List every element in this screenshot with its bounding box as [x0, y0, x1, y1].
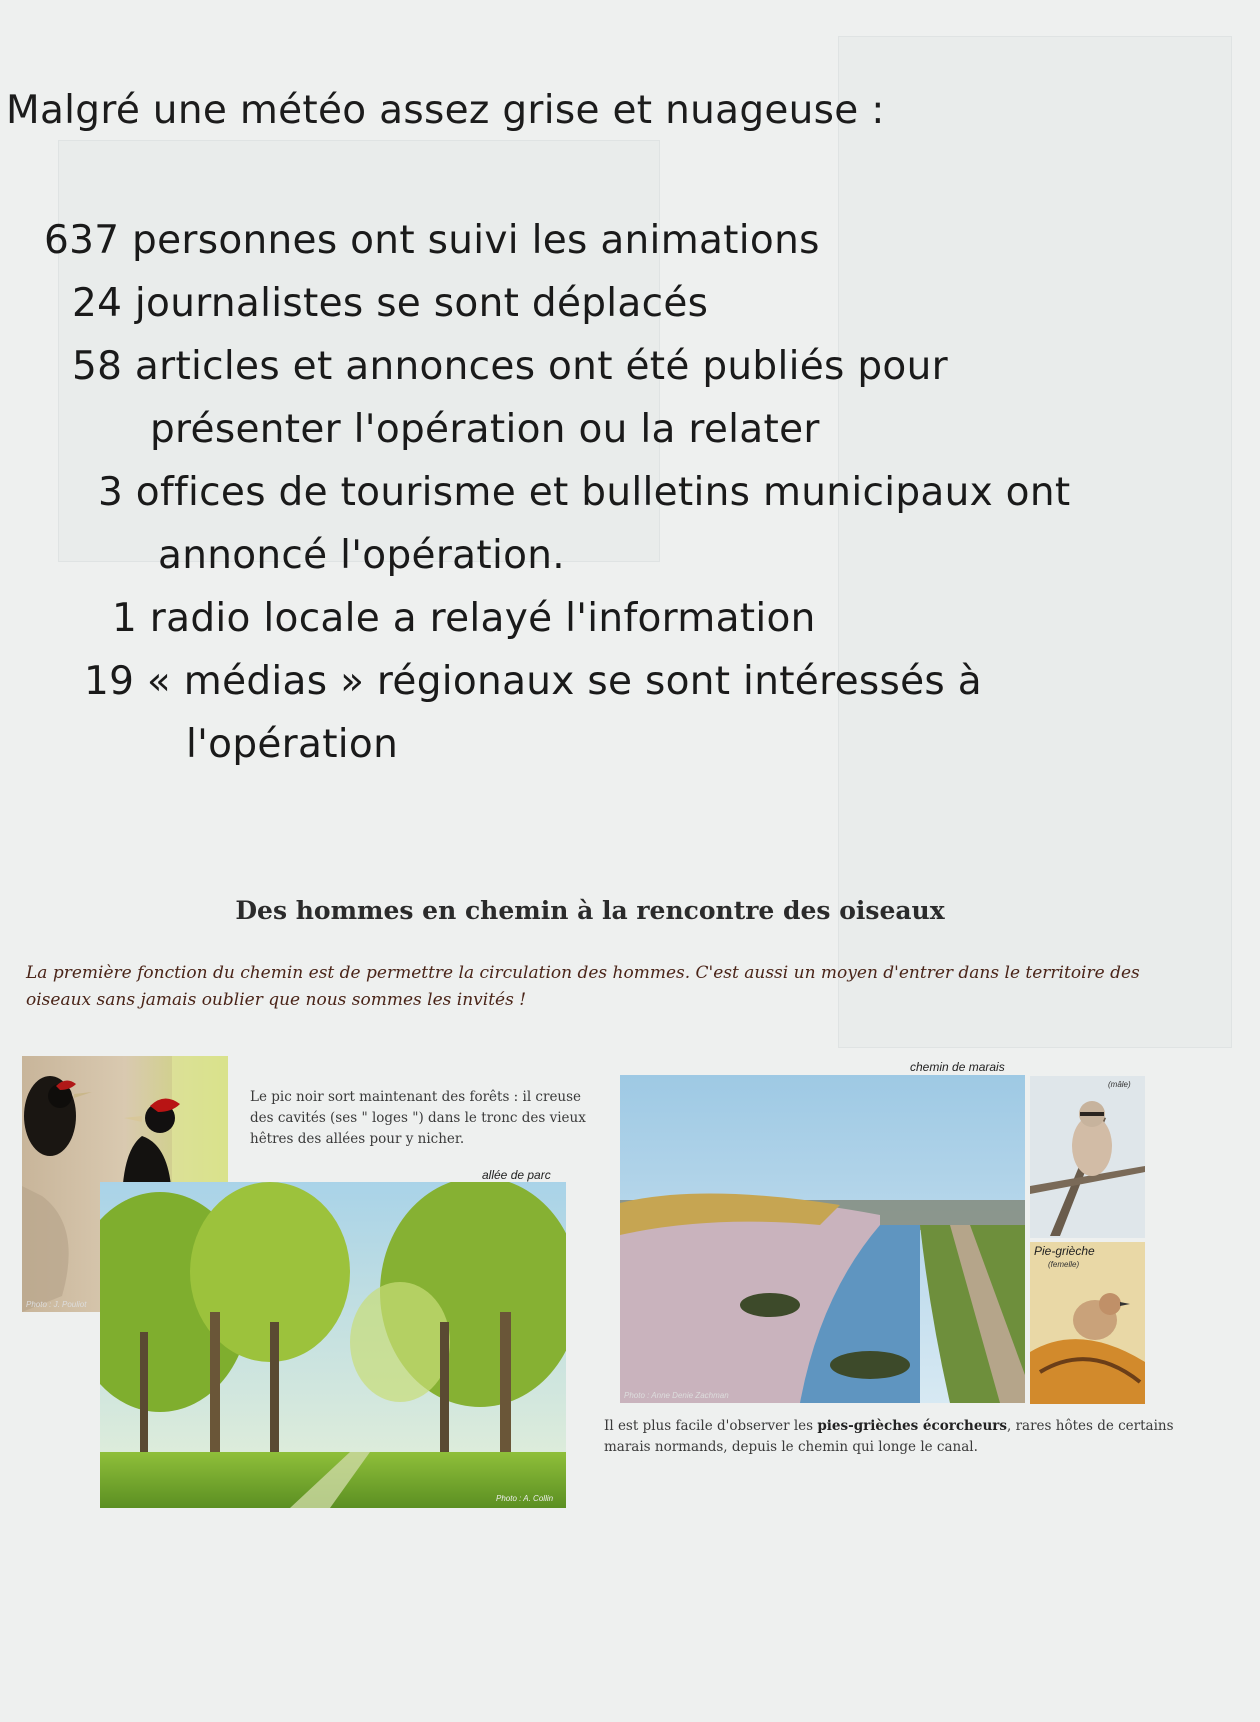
stat-journalists: 24 journalistes se sont déplacés: [72, 281, 709, 326]
stat-articles-cont: présenter l'opération ou la relater: [150, 407, 820, 452]
label-allee-de-parc: allée de parc: [482, 1168, 551, 1182]
credit-shrike-male: (mâle): [1108, 1080, 1131, 1089]
woodpecker-caption: [250, 1087, 590, 1150]
headline: Malgré une météo assez grise et nuageuse :: [6, 88, 885, 133]
marsh-caption: [604, 1416, 1174, 1458]
shrike-female-photo: [1030, 1242, 1145, 1404]
woodpecker-caption-text: Le pic noir sort maintenant des forêts : il creuse des cavités (ses " loges ") dans le tronc des vieux hêtres des allées pour y nicher.: [250, 1089, 586, 1147]
marsh-caption-part2: , rares hôtes de certains marais normands, depuis le chemin qui longe le canal.: [604, 1418, 1174, 1455]
credit-woodpecker: Photo : J. Pouliot: [26, 1300, 87, 1309]
stat-articles: 58 articles et annonces ont été publiés pour: [72, 344, 948, 389]
marsh-caption-bold: pies-grièches écorcheurs: [817, 1418, 1007, 1434]
credit-shrike-female: (femelle): [1048, 1260, 1080, 1269]
article-title: Des hommes en chemin à la rencontre des oiseaux: [235, 896, 945, 925]
shrike-male-photo: [1030, 1076, 1145, 1238]
stat-visitors: 637 personnes ont suivi les animations: [44, 218, 820, 263]
marsh-caption-part1: Il est plus facile d'observer les: [604, 1418, 818, 1434]
label-chemin-de-marais: chemin de marais: [910, 1060, 1005, 1074]
stat-media: 19 « médias » régionaux se sont intéressés à: [84, 659, 982, 704]
credit-allee: Photo : A. Collin: [496, 1494, 554, 1503]
article-intro: La première fonction du chemin est de permettre la circulation des hommes. C'est aussi un moyen d'entrer dans le territoire des oiseaux sans jamais oublier que nous sommes les invités !: [26, 963, 1140, 1010]
park-alley-photo: [100, 1182, 566, 1508]
label-pie-grieche: Pie-grièche: [1034, 1244, 1095, 1258]
marsh-path-photo: [620, 1075, 1025, 1403]
stat-offices-cont: annoncé l'opération.: [158, 533, 565, 578]
stat-radio: 1 radio locale a relayé l'information: [112, 596, 816, 641]
stat-media-cont: l'opération: [186, 722, 399, 767]
credit-marsh: Photo : Anne Denie Zachman: [624, 1391, 729, 1400]
stat-offices: 3 offices de tourisme et bulletins municipaux ont: [98, 470, 1071, 515]
